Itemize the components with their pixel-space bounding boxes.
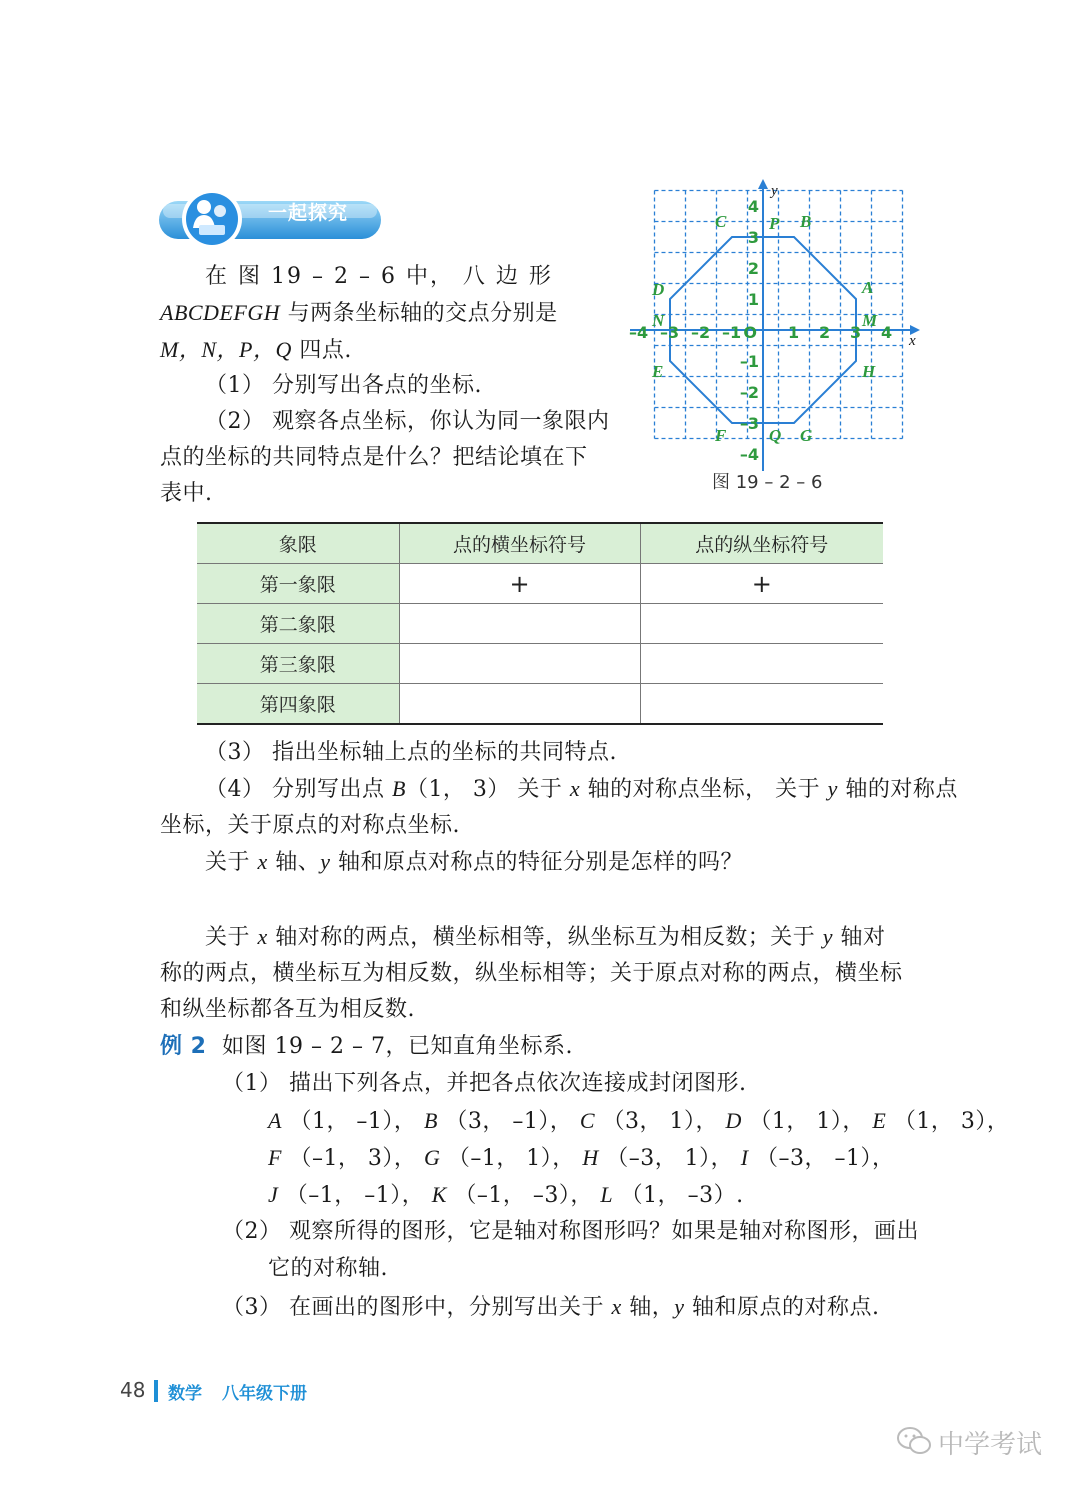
quadrant-name: 第二象限: [197, 604, 399, 644]
coords-line-1: [268, 1102, 1009, 1140]
point-label-f: F: [715, 426, 727, 445]
coord-point-name: J: [268, 1182, 279, 1207]
point-label-c: C: [715, 212, 727, 231]
coords-line-2: [268, 1139, 895, 1177]
p3-a: （3） 在画出的图形中，分别写出关于: [222, 1295, 612, 1320]
y-sign-cell: +: [640, 564, 883, 604]
header-x-sign: 点的横坐标符号: [399, 523, 640, 564]
point-label-b: B: [800, 212, 812, 231]
point-label-q: Q: [769, 426, 782, 445]
x-tick-label: –1: [722, 323, 742, 342]
q4-text-d: 轴的对称点坐标， 关于: [580, 777, 828, 802]
question-4-line-1: [205, 770, 958, 808]
polygon-name: ABCDEFGH: [160, 300, 281, 325]
y-sign-cell: [640, 644, 883, 684]
point-label-a: A: [862, 278, 874, 297]
y-axis-arrow: [758, 179, 768, 189]
table-row: [197, 644, 883, 684]
coord-point-name: B: [423, 1108, 438, 1133]
coord-value: （–1， 3），: [281, 1146, 424, 1171]
table-header-row: [197, 523, 883, 564]
q4-text-a: （4） 分别写出点: [205, 777, 392, 802]
question-2-line-3: 表中.: [160, 481, 213, 506]
conclusion-line-2: 称的两点，横坐标互为相反数，纵坐标相等；关于原点对称的两点，横坐标: [160, 961, 903, 986]
coord-point-name: F: [268, 1145, 282, 1170]
coord-value: （1， –3）.: [613, 1183, 744, 1208]
question-2-line-1: （2） 观察各点坐标，你认为同一象限内: [205, 409, 610, 434]
x-tick-label: –3: [660, 323, 680, 342]
point-label-d: D: [652, 280, 665, 299]
q4-point-b: B: [391, 776, 406, 801]
p3-c: 轴和原点的对称点.: [684, 1295, 880, 1320]
quadrant-name: 第一象限: [197, 564, 399, 604]
question-4-line-2: 坐标，关于原点的对称点坐标.: [160, 813, 460, 838]
q5-text-b: 轴、: [267, 850, 321, 875]
coord-value: （–3， –1），: [748, 1146, 895, 1171]
x-sign-cell: [399, 604, 640, 644]
coord-value: （1， 1），: [741, 1109, 873, 1134]
question-2-line-2: 点的坐标的共同特点是什么？把结论填在下: [160, 445, 588, 470]
watermark: 中学考试: [938, 1430, 1043, 1460]
footer-divider: [154, 1380, 158, 1402]
x-tick-label: –2: [691, 323, 711, 342]
example-title: 如图 19 – 2 – 7，已知直角坐标系.: [222, 1034, 573, 1059]
example-part-2-line-1: （2） 观察所得的图形，它是轴对称图形吗？如果是轴对称图形，画出: [222, 1219, 919, 1244]
coord-point-name: D: [725, 1108, 742, 1133]
coord-point-name: G: [423, 1145, 441, 1170]
q4-text-c: （1， 3） 关于: [405, 777, 570, 802]
q4-y: y: [827, 776, 838, 801]
q5-y: y: [320, 849, 331, 874]
point-label-m: M: [862, 311, 878, 330]
y-tick-label: –1: [739, 352, 759, 371]
coord-value: （–3， 1），: [598, 1146, 741, 1171]
intro-line-3: [160, 331, 352, 369]
x-tick-label: 3: [850, 323, 862, 342]
y-tick-label: 3: [747, 228, 759, 247]
intro-line-2-text: 与两条坐标轴的交点分别是: [280, 301, 558, 326]
x-sign-cell: +: [399, 564, 640, 604]
question-3: （3） 指出坐标轴上点的坐标的共同特点.: [205, 740, 617, 765]
c1-c: 轴对: [833, 925, 886, 950]
x-axis-label: x: [909, 333, 916, 349]
intro-line-1: 在 图 19 – 2 – 6 中， 八 边 形: [205, 264, 553, 289]
q5-text-c: 轴和原点对称点的特征分别是怎样的吗？: [330, 850, 744, 875]
question-5: [205, 843, 743, 881]
c1-x: x: [257, 924, 268, 949]
c1-y: y: [822, 924, 834, 949]
wechat-icon: [896, 1426, 932, 1456]
p3-y: y: [674, 1294, 685, 1319]
x-tick-label: –4: [629, 323, 649, 342]
y-tick-label: –2: [739, 383, 759, 402]
intro-line-3-text: 四点.: [291, 338, 352, 363]
coord-value: （1， 3），: [886, 1109, 1010, 1134]
p3-x: x: [611, 1294, 622, 1319]
example-label: 例 2: [160, 1034, 207, 1059]
c1-a: 关于: [205, 925, 258, 950]
example-part-2-line-2: 它的对称轴.: [268, 1256, 388, 1281]
example-part-3: [222, 1288, 880, 1326]
y-axis-label: y: [771, 183, 778, 199]
point-label-h: H: [862, 362, 876, 381]
y-tick-label: –4: [739, 445, 759, 464]
coord-value: （3， 1），: [595, 1109, 726, 1134]
coord-point-name: K: [431, 1182, 447, 1207]
y-tick-label: –3: [739, 414, 759, 433]
point-label-e: E: [652, 362, 664, 381]
coord-value: （–1， –3），: [446, 1183, 601, 1208]
footer-subject: 数学: [168, 1384, 202, 1404]
coord-value: （3， –1），: [437, 1109, 580, 1134]
coords-line-3: [268, 1176, 744, 1214]
q4-text-e: 轴的对称点: [837, 777, 958, 802]
question-1: （1） 分别写出各点的坐标.: [205, 373, 482, 398]
example-part-1: （1） 描出下列各点，并把各点依次连接成封闭图形.: [222, 1071, 747, 1096]
p3-b: 轴，: [621, 1295, 675, 1320]
coord-value: （–1， –1），: [278, 1183, 432, 1208]
header-y-sign: 点的纵坐标符号: [640, 523, 883, 564]
coord-point-name: C: [579, 1108, 596, 1133]
coord-value: （1， –1），: [281, 1109, 424, 1134]
intro-line-2: [160, 294, 558, 332]
conclusion-line-1: [205, 918, 886, 956]
intersection-points: M，N，P，Q: [160, 337, 292, 362]
conclusion-line-3: 和纵坐标都各互为相反数.: [160, 997, 415, 1022]
x-tick-label: 1: [788, 323, 800, 342]
x-tick-label: 2: [819, 323, 831, 342]
coord-point-name: H: [582, 1145, 599, 1170]
y-sign-cell: [640, 684, 883, 725]
section-title: 一起探究: [268, 202, 349, 224]
y-sign-cell: [640, 604, 883, 644]
y-tick-label: 2: [747, 259, 759, 278]
c1-b: 轴对称的两点，横坐标相等，纵坐标互为相反数；关于: [267, 925, 823, 950]
x-tick-label: 4: [881, 323, 893, 342]
table-row: [197, 564, 883, 604]
quadrant-name: 第三象限: [197, 644, 399, 684]
table-row: [197, 684, 883, 725]
x-sign-cell: [399, 684, 640, 725]
page-number: 48: [120, 1378, 146, 1402]
footer-grade: 八年级下册: [222, 1384, 307, 1404]
y-tick-label: 1: [747, 290, 759, 309]
table-row: [197, 604, 883, 644]
coord-value: （–1， 1），: [440, 1146, 583, 1171]
x-sign-cell: [399, 644, 640, 684]
point-label-g: G: [800, 426, 813, 445]
q5-x: x: [257, 849, 268, 874]
coordinate-figure: [620, 175, 925, 475]
coord-point-name: E: [872, 1108, 887, 1133]
point-label-p: P: [769, 214, 780, 233]
figure-caption: 图 19 – 2 – 6: [712, 472, 823, 493]
quadrant-sign-table: [197, 522, 883, 725]
coord-point-name: I: [740, 1145, 749, 1170]
coord-point-name: L: [600, 1182, 614, 1207]
origin-label: O: [743, 323, 757, 342]
y-tick-label: 4: [747, 197, 759, 216]
coord-point-name: A: [268, 1108, 282, 1133]
point-label-n: N: [652, 311, 665, 330]
quadrant-name: 第四象限: [197, 684, 399, 725]
q5-text-a: 关于: [205, 850, 258, 875]
header-quadrant: 象限: [197, 523, 399, 564]
q4-x: x: [569, 776, 581, 801]
